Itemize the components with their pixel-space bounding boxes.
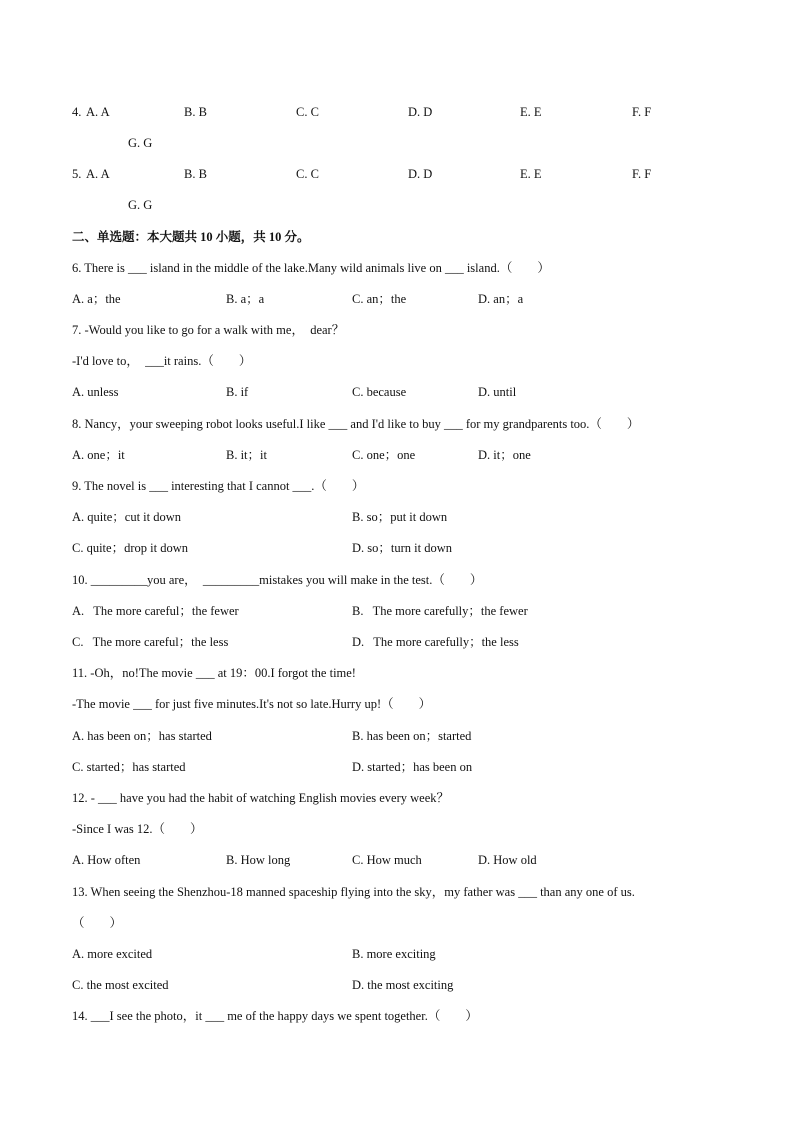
question-stem-line-2: -Since I was 12.（ ） [72, 822, 203, 836]
option-c: C. an；the [352, 292, 407, 306]
question-number: 5. [72, 167, 82, 181]
option-g: G. G [128, 198, 153, 212]
option-b: B. if [226, 385, 249, 399]
option-c: C. quite；drop it down [72, 541, 188, 555]
option-a: A. quite；cut it down [72, 510, 182, 524]
option-d: D. until [478, 385, 517, 399]
question-stem-line-2: （ ） [72, 916, 123, 930]
option-b: B. has been on；started [352, 729, 472, 743]
option-e: E. E [520, 167, 542, 181]
option-a: A. a；the [72, 292, 121, 306]
option-d: D. the most exciting [352, 978, 454, 992]
option-a: A. unless [72, 385, 119, 399]
option-d: D. The more carefully；the less [352, 635, 519, 649]
question-stem: 7. -Would you like to go for a walk with me， dear？ [72, 323, 345, 337]
option-c: C. C [296, 105, 319, 119]
option-f: F. F [632, 105, 652, 119]
section-heading: 二、单选题：本大题共 10 小题，共 10 分。 [72, 230, 310, 244]
option-b: B. so；put it down [352, 510, 448, 524]
option-d: D. How old [478, 853, 537, 867]
option-c: C. because [352, 385, 407, 399]
option-c: C. started；has started [72, 760, 186, 774]
question-stem: 13. When seeing the Shenzhou-18 manned spaceship flying into the sky，my father was ___ than any one of us. [72, 885, 635, 899]
option-c: C. one；one [352, 448, 416, 462]
question-number: 4. [72, 105, 82, 119]
option-c: C. The more careful；the less [72, 635, 229, 649]
option-a: A. more excited [72, 947, 153, 961]
question-stem: 12. - ___ have you had the habit of watching English movies every week？ [72, 791, 449, 805]
option-d: D. it；one [478, 448, 531, 462]
option-a: A. A [86, 105, 110, 119]
option-c: C. How much [352, 853, 422, 867]
question-stem: 6. There is ___ island in the middle of the lake.Many wild animals live on ___ island.（ ） [72, 261, 550, 275]
option-e: E. E [520, 105, 542, 119]
option-g: G. G [128, 136, 153, 150]
option-b: B. a；a [226, 292, 265, 306]
option-d: D. D [408, 105, 433, 119]
option-d: D. D [408, 167, 433, 181]
option-c: C. the most excited [72, 978, 169, 992]
question-stem-line-2: -I'd love to， ___it rains.（ ） [72, 354, 252, 368]
option-d: D. so；turn it down [352, 541, 453, 555]
question-stem: 14. ___I see the photo，it ___ me of the happy days we spent together.（ ） [72, 1009, 478, 1023]
question-stem-line-2: -The movie ___ for just five minutes.It's not so late.Hurry up!（ ） [72, 697, 432, 711]
option-c: C. C [296, 167, 319, 181]
option-b: B. it；it [226, 448, 267, 462]
option-d: D. an；a [478, 292, 524, 306]
option-d: D. started；has been on [352, 760, 473, 774]
option-a: A. How often [72, 853, 141, 867]
option-b: B. How long [226, 853, 291, 867]
option-a: A. one；it [72, 448, 125, 462]
question-stem: 10. _________you are， _________mistakes you will make in the test.（ ） [72, 573, 483, 587]
option-a: A. The more careful；the fewer [72, 604, 239, 618]
option-f: F. F [632, 167, 652, 181]
option-a: A. has been on；has started [72, 729, 212, 743]
option-b: B. The more carefully；the fewer [352, 604, 528, 618]
question-stem: 8. Nancy，your sweeping robot looks useful.I like ___ and I'd like to buy ___ for my grandparents too.（ ） [72, 417, 640, 431]
option-a: A. A [86, 167, 110, 181]
option-b: B. B [184, 105, 207, 119]
option-b: B. B [184, 167, 207, 181]
question-stem: 11. -Oh，no!The movie ___ at 19：00.I forgot the time! [72, 666, 356, 680]
option-b: B. more exciting [352, 947, 436, 961]
question-stem: 9. The novel is ___ interesting that I cannot ___.（ ） [72, 479, 365, 493]
